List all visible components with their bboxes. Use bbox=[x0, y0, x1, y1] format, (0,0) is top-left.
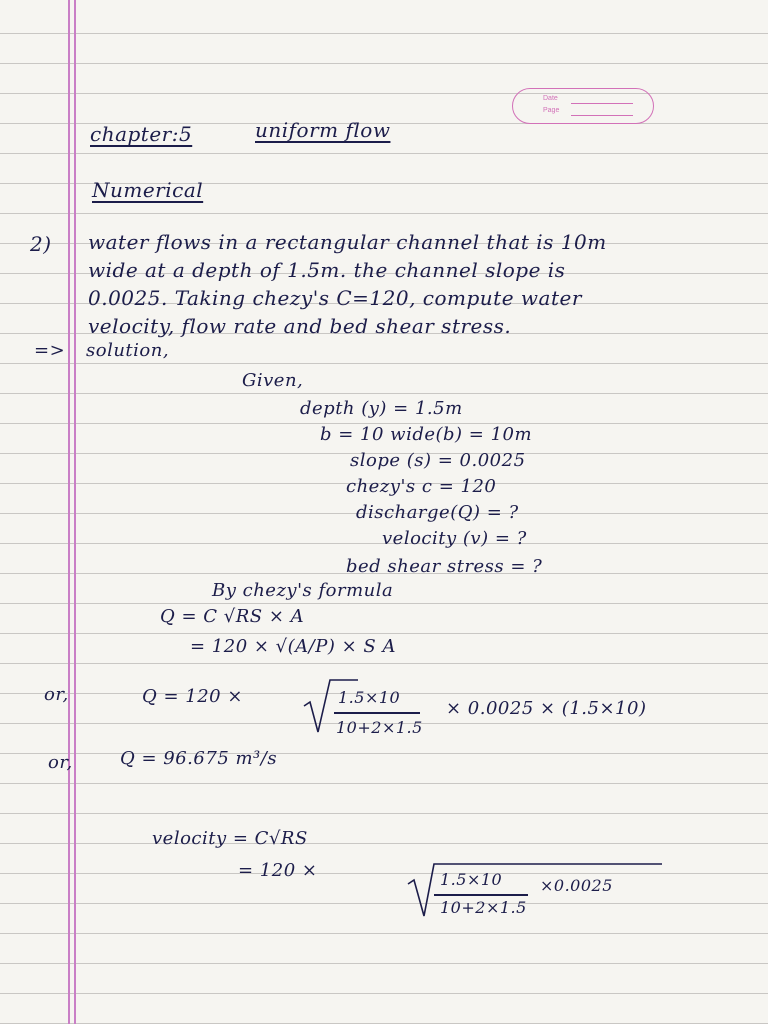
chapter-heading: chapter:5 bbox=[90, 122, 193, 146]
margin-line bbox=[68, 0, 70, 1024]
stamp-date-line bbox=[571, 103, 633, 104]
q-equation-3-numerator: 1.5×10 bbox=[338, 688, 401, 707]
date-page-stamp bbox=[512, 88, 654, 124]
q-equation-3-lhs: Q = 120 × bbox=[142, 686, 243, 707]
question-line-4: velocity, flow rate and bed shear stress. bbox=[88, 314, 512, 338]
fraction-bar bbox=[434, 894, 528, 896]
margin-line bbox=[74, 0, 76, 1024]
q-equation-3-rhs: × 0.0025 × (1.5×10) bbox=[446, 698, 647, 719]
question-line-1: water flows in a rectangular channel that is 10m bbox=[88, 230, 607, 254]
velocity-equation-2-rhs: ×0.0025 bbox=[540, 876, 613, 895]
question-line-3: 0.0025. Taking chezy's C=120, compute water bbox=[88, 286, 582, 310]
velocity-equation-2-numerator: 1.5×10 bbox=[440, 870, 503, 889]
stamp-page-label: Page bbox=[543, 107, 560, 114]
q-equation-3-denominator: 10+2×1.5 bbox=[336, 718, 423, 737]
velocity-equation-2-lhs: = 120 × bbox=[238, 860, 318, 881]
q-result: Q = 96.675 m³/s bbox=[120, 748, 278, 769]
q-equation-1: Q = C √RS × A bbox=[160, 606, 305, 627]
solution-label: solution, bbox=[86, 340, 170, 361]
or-label-2: or, bbox=[48, 752, 73, 773]
given-slope: slope (s) = 0.0025 bbox=[350, 450, 526, 471]
q-equation-2: = 120 × √(A/P) × S A bbox=[190, 636, 396, 657]
given-bed-shear: bed shear stress = ? bbox=[346, 556, 543, 577]
given-width: b = 10 wide(b) = 10m bbox=[320, 424, 533, 445]
given-velocity: velocity (v) = ? bbox=[382, 528, 527, 549]
given-depth: depth (y) = 1.5m bbox=[300, 398, 463, 419]
stamp-page-line bbox=[571, 115, 633, 116]
formula-label: By chezy's formula bbox=[212, 580, 394, 601]
given-label: Given, bbox=[242, 370, 304, 391]
velocity-equation-1: velocity = C√RS bbox=[152, 828, 308, 849]
fraction-bar bbox=[334, 712, 420, 714]
solution-arrow: => bbox=[34, 340, 66, 361]
or-label-1: or, bbox=[44, 684, 69, 705]
question-line-2: wide at a depth of 1.5m. the channel slope is bbox=[88, 258, 566, 282]
section-heading: Numerical bbox=[92, 178, 204, 202]
stamp-date-label: Date bbox=[543, 95, 558, 102]
topic-heading: uniform flow bbox=[255, 118, 391, 142]
velocity-equation-2-denominator: 10+2×1.5 bbox=[440, 898, 527, 917]
given-chezy: chezy's c = 120 bbox=[346, 476, 497, 497]
question-number: 2) bbox=[30, 232, 52, 256]
given-discharge: discharge(Q) = ? bbox=[356, 502, 519, 523]
